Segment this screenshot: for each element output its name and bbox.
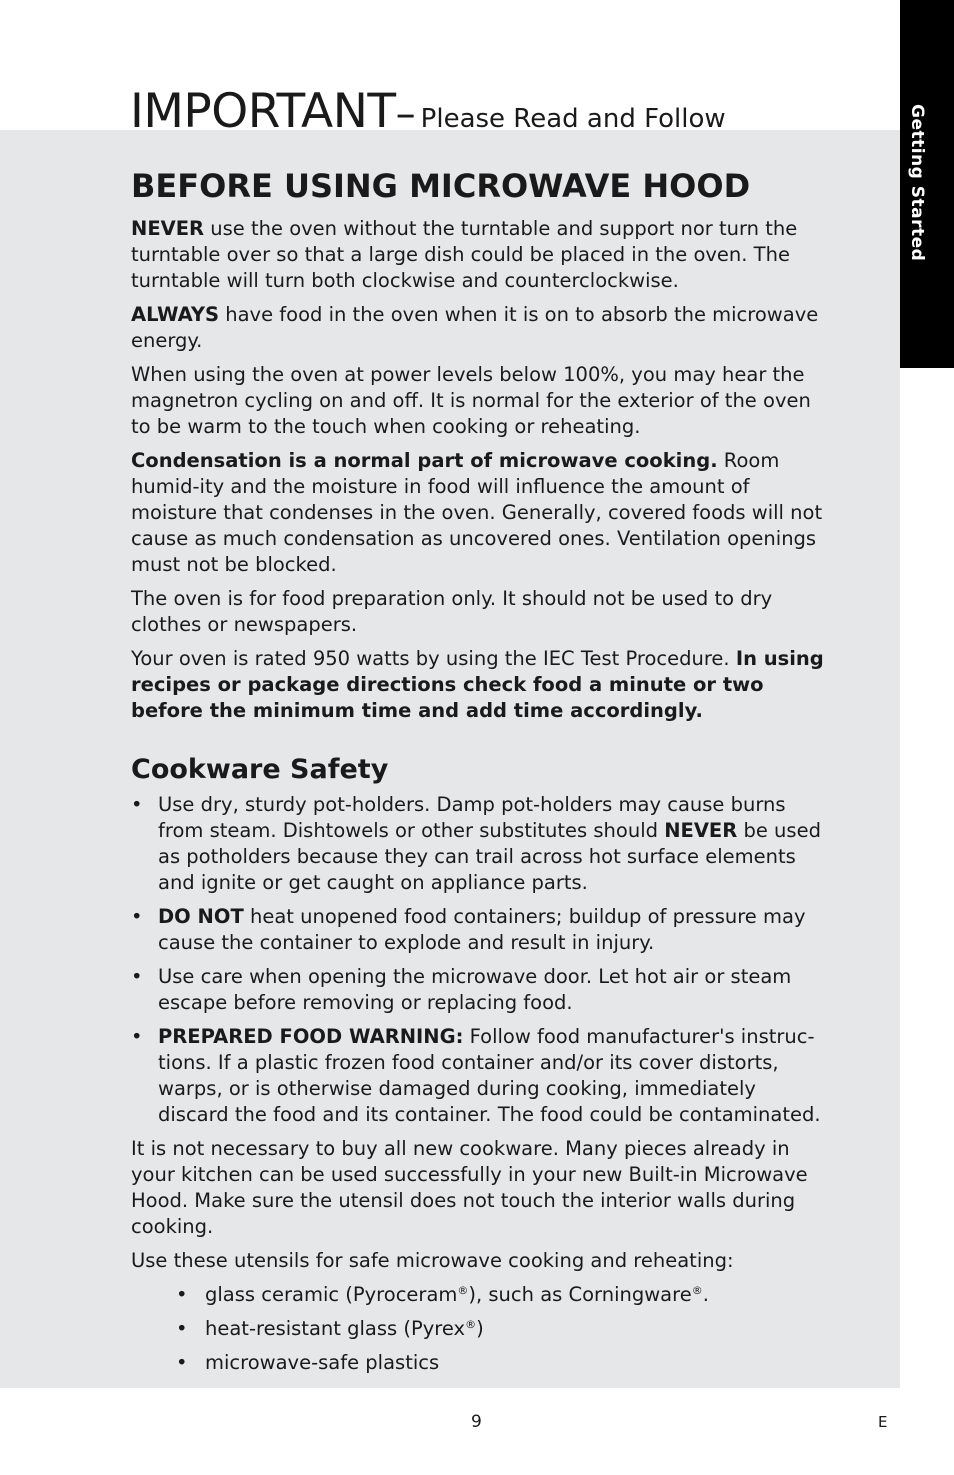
section-title-cookware-safety: Cookware Safety <box>131 754 389 785</box>
section-title-before-using: BEFORE USING MICROWAVE HOOD <box>131 167 751 205</box>
paragraph-cookware: It is not necessary to buy all new cookware. Many pieces already in your kitchen can be used successfully in your new Built-in Microwave Hood. Make sure the utensil does not touch the interior walls during cooking. <box>131 1137 808 1238</box>
paragraph-never: NEVER use the oven without the turntable and support nor turn the turntable over so that a large dish could be placed in the oven. The turntable will turn both clockwise and counterclockwise. <box>131 217 798 292</box>
condensation-lead: Condensation is a normal part of microwave cooking. <box>131 449 718 472</box>
wattage-bold: In using recipes or package directions check food a minute or two before the minimum time and add time accordingly. <box>131 647 824 722</box>
list-item: • glass ceramic (Pyroceram®), such as Corningware®. <box>131 1282 831 1308</box>
list-item: • PREPARED FOOD WARNING: Follow food manufacturer's instruc-tions. If a plastic frozen food container and/or its cover distorts, warps, or is otherwise damaged during cooking, immediately discard the food and its container. The food could be contaminated. <box>131 1024 831 1128</box>
never-lead: NEVER <box>131 217 205 240</box>
side-tab-label: Getting Started <box>907 104 927 262</box>
paragraph-wattage: Your oven is rated 950 watts by using the IEC Test Procedure. In using recipes or package directions check food a minute or two before the minimum time and add time accordingly. <box>131 647 824 722</box>
list-item: • Use care when opening the microwave door. Let hot air or steam escape before removing or replacing food. <box>131 964 831 1016</box>
paragraph-condensation: Condensation is a normal part of microwave cooking. Room humid-ity and the moisture in food will influence the amount of moisture that condenses in the oven. Generally, covered foods will not cause as much condensation as uncovered ones. Ventilation openings must not be blocked. <box>131 449 823 576</box>
list-item: • heat-resistant glass (Pyrex®) <box>131 1316 831 1342</box>
paragraph-food-only: The oven is for food preparation only. It should not be used to dry clothes or newspapers. <box>131 587 773 636</box>
paragraph-power-levels: When using the oven at power levels below 100%, you may hear the magnetron cycling on and off. It is normal for the exterior of the oven to be warm to the touch when cooking or reheating. <box>131 363 811 438</box>
paragraph-utensils-intro: Use these utensils for safe microwave cooking and reheating: <box>131 1249 734 1272</box>
cookware-safety-list <box>131 792 831 1128</box>
list-item: • microwave-safe plastics <box>131 1350 831 1376</box>
always-lead: ALWAYS <box>131 303 220 326</box>
header-dash: – <box>395 91 416 137</box>
utensils-list <box>131 1282 831 1376</box>
main-content <box>131 164 831 1384</box>
page-number: 9 <box>471 1412 482 1432</box>
language-code: E <box>878 1413 888 1431</box>
header-important: IMPORTANT <box>130 84 396 139</box>
list-item: • DO NOT heat unopened food containers; buildup of pressure may cause the container to explode and result in injury. <box>131 904 831 956</box>
page-header <box>130 84 726 139</box>
header-subtitle: Please Read and Follow <box>420 104 726 134</box>
list-item: • Use dry, sturdy pot-holders. Damp pot-holders may cause burns from steam. Dishtowels or other substitutes should NEVER be used as potholders because they can trail across hot surface elements and ignite or get caught on appliance parts. <box>131 792 831 896</box>
paragraph-always: ALWAYS have food in the oven when it is on to absorb the microwave energy. <box>131 303 819 352</box>
